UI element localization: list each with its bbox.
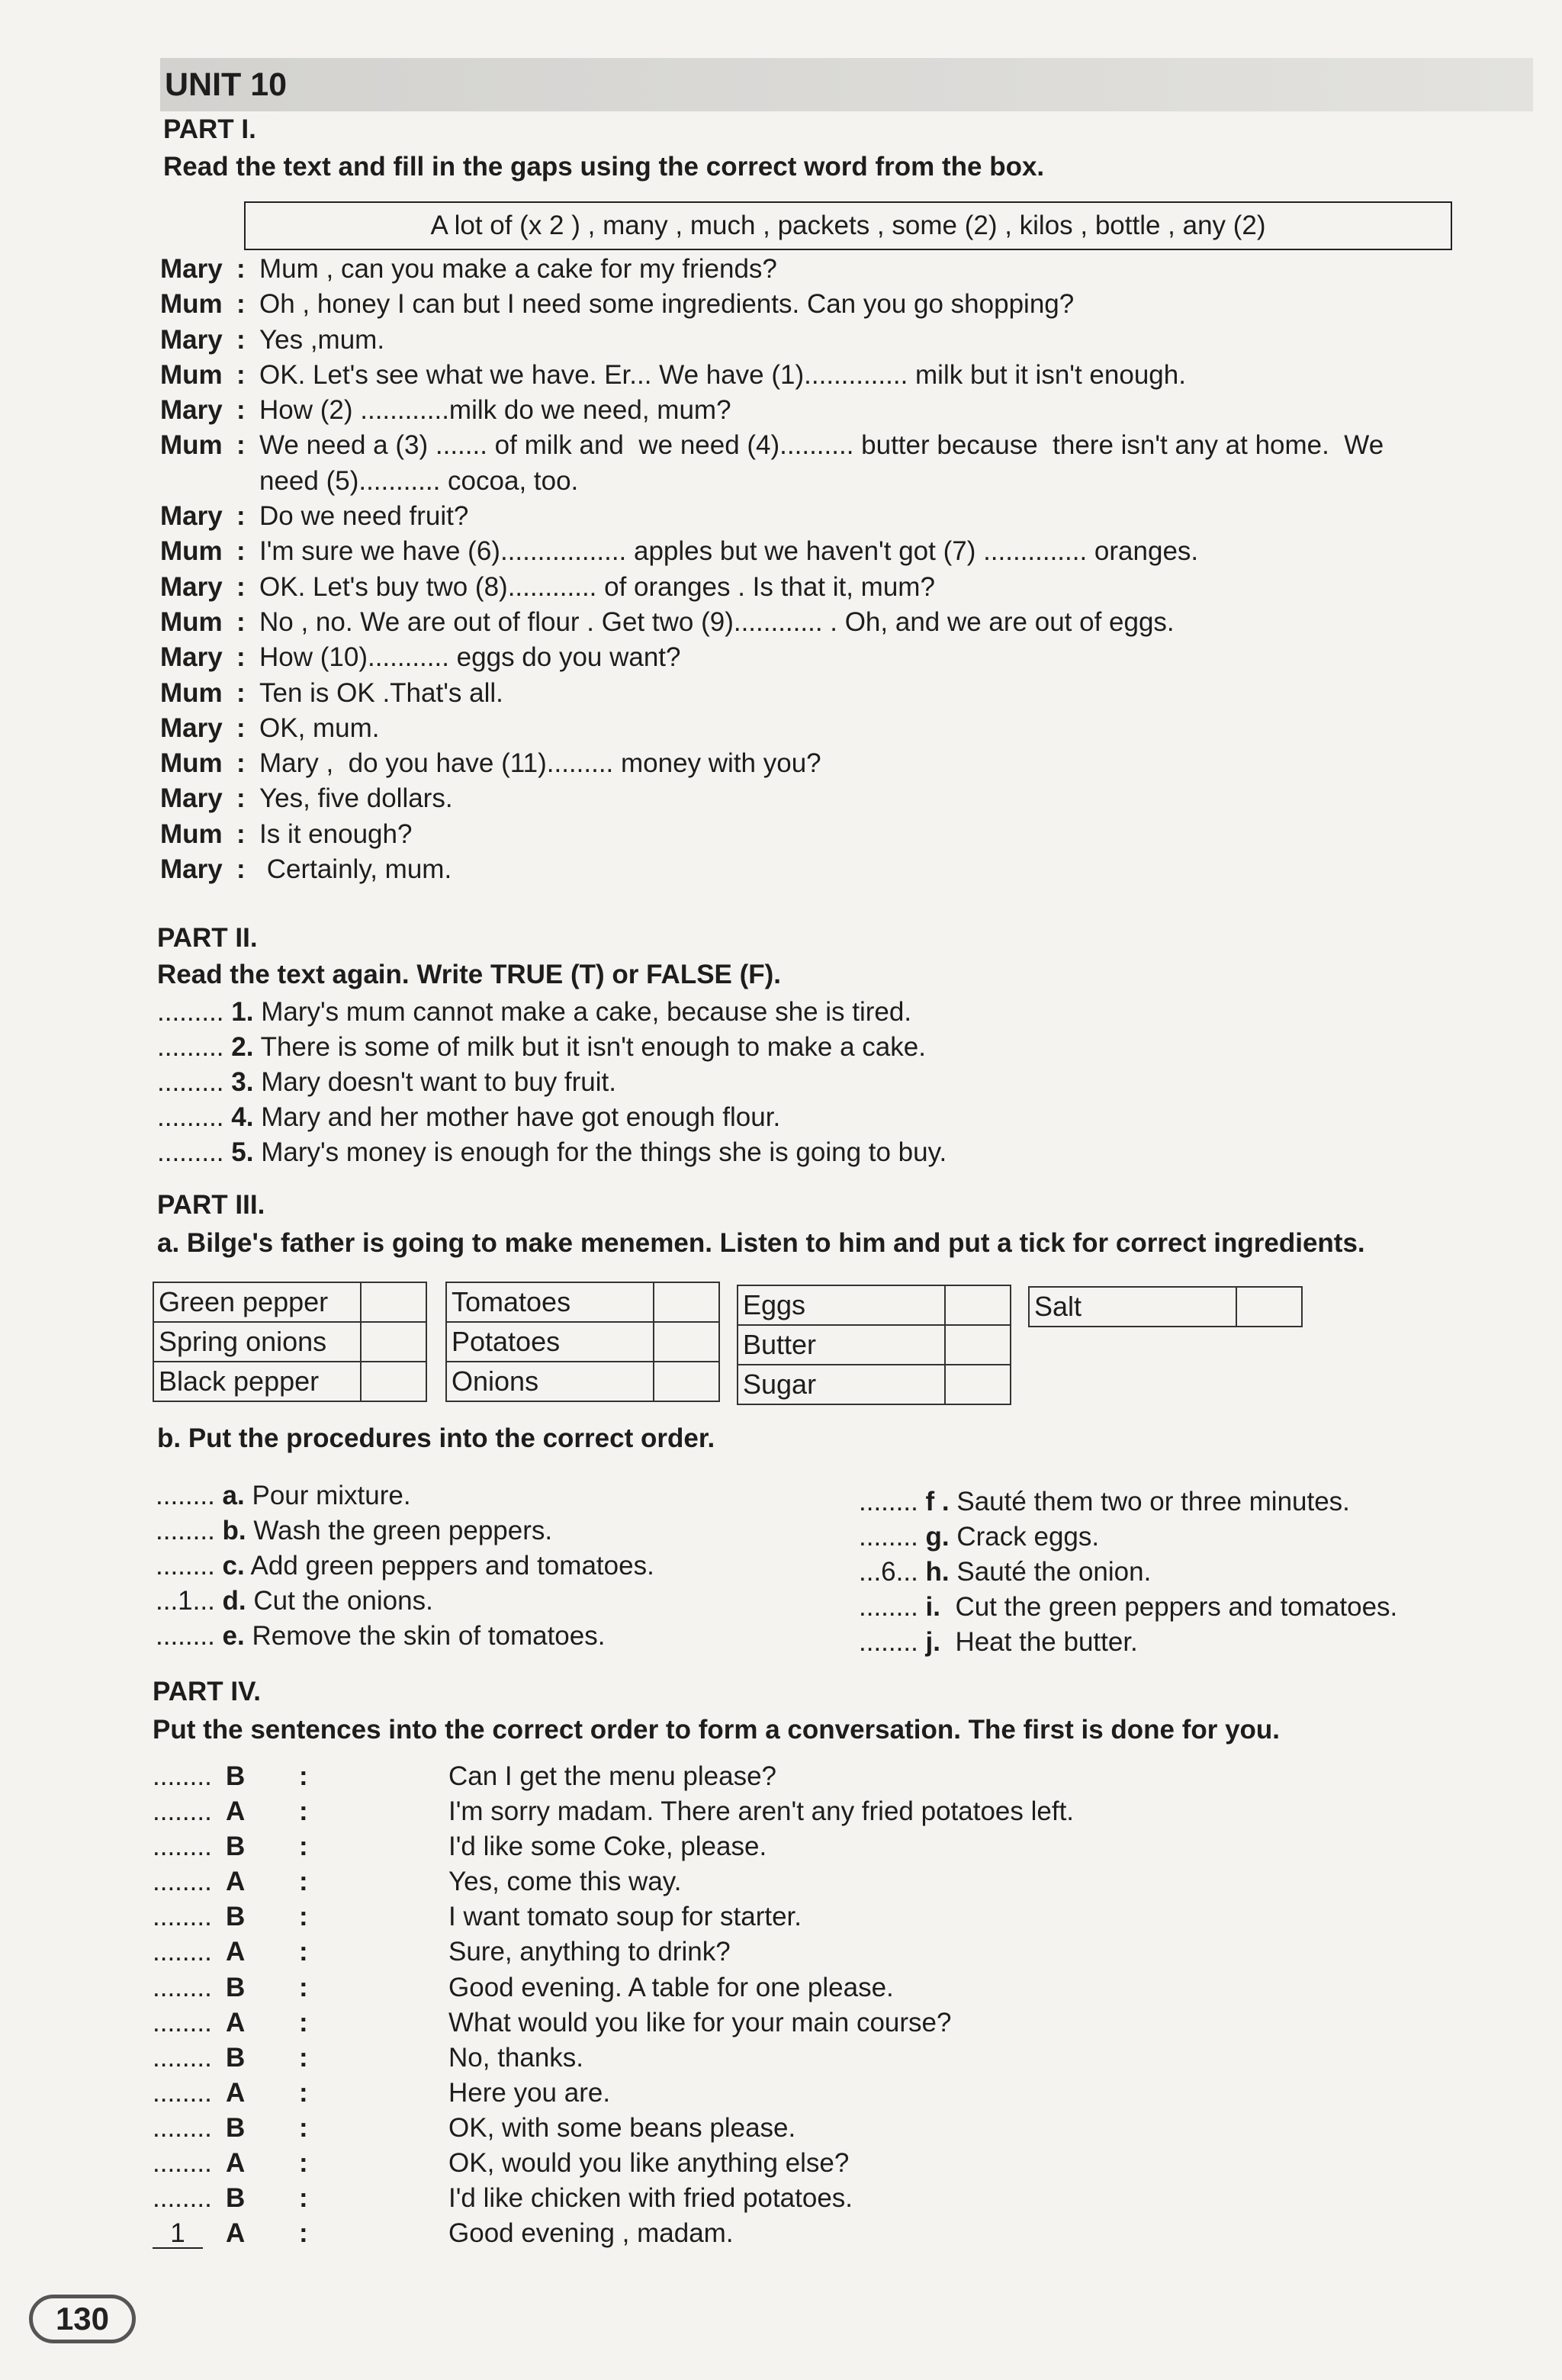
dialogue-line xyxy=(160,323,1533,358)
word-box: A lot of (x 2 ) , many , much , packets , some (2) , kilos , bottle , any (2) xyxy=(244,201,1452,250)
speaker-letter: B xyxy=(226,1761,246,1791)
dialogue-line xyxy=(160,499,1533,534)
item-number: 2. xyxy=(231,1032,254,1062)
tick-box[interactable] xyxy=(361,1282,426,1322)
speaker-colon: : xyxy=(236,324,246,355)
order-blank: ........ xyxy=(153,1761,212,1791)
dialogue-line xyxy=(160,781,1533,816)
ingredient-row xyxy=(446,1322,719,1362)
conversation-line xyxy=(153,2111,1074,2146)
dialogue-text: Oh , honey I can but I need some ingredients. Can you go shopping? xyxy=(259,289,1075,320)
ingredient-row xyxy=(1029,1287,1302,1327)
speaker-colon: : xyxy=(236,677,246,708)
conversation-line xyxy=(153,1829,1074,1864)
conversation-text: What would you like for your main course? xyxy=(448,2007,952,2037)
ingredient-row xyxy=(738,1325,1011,1365)
dialogue-text: Yes, five dollars. xyxy=(259,783,453,814)
conversation-line xyxy=(153,1935,1074,1970)
speaker-name: Mary xyxy=(160,324,223,355)
tf-item xyxy=(157,995,947,1030)
conversation-line xyxy=(153,2146,1074,2181)
ingredients-table-2 xyxy=(445,1282,720,1402)
conversation-line xyxy=(153,2041,1074,2076)
procedure-item xyxy=(156,1513,654,1549)
unit-header-bar xyxy=(160,58,1533,111)
speaker-name: Mum xyxy=(160,359,223,390)
order-blank: ........ xyxy=(153,1937,212,1967)
speaker-colon: : xyxy=(299,2183,308,2214)
part3-instruction-b: b. Put the procedures into the correct order. xyxy=(157,1423,715,1453)
dialogue-line xyxy=(160,287,1533,322)
tick-box[interactable] xyxy=(654,1322,719,1362)
ingredient-row xyxy=(153,1362,426,1401)
speaker-letter: B xyxy=(226,1832,246,1862)
speaker-letter: A xyxy=(226,1796,246,1827)
speaker-colon: : xyxy=(236,819,246,849)
tf-item xyxy=(157,1065,947,1100)
item-text: Mary's mum cannot make a cake, because she is tired. xyxy=(261,997,912,1027)
ingredient-row xyxy=(738,1365,1011,1404)
tick-box[interactable] xyxy=(654,1282,719,1322)
speaker-colon: : xyxy=(236,642,246,673)
ingredient-name: Sugar xyxy=(738,1365,945,1404)
speaker-colon: : xyxy=(299,1937,308,1967)
speaker-letter: A xyxy=(226,2148,246,2179)
procedure-text: Sauté them two or three minutes. xyxy=(956,1487,1350,1516)
tf-item xyxy=(157,1135,947,1170)
part2-heading: PART II. xyxy=(157,923,258,953)
dialogue-line xyxy=(160,640,1533,675)
dialogue-line xyxy=(160,393,1533,428)
conversation-text: No, thanks. xyxy=(448,2042,584,2073)
procedure-item xyxy=(156,1549,654,1584)
dialogue-text: How (10)........... eggs do you want? xyxy=(259,642,681,673)
speaker-name: Mum xyxy=(160,819,223,849)
procedure-letter: j. xyxy=(925,1627,940,1657)
dialogue-text: Ten is OK .That's all. xyxy=(259,677,503,708)
ingredient-name: Eggs xyxy=(738,1285,945,1325)
part3-instruction-a: a. Bilge's father is going to make menemen. Listen to him and put a tick for correct ingredients. xyxy=(157,1228,1365,1258)
speaker-colon: : xyxy=(236,571,246,602)
tick-box[interactable] xyxy=(1236,1287,1302,1327)
ingredient-name: Onions xyxy=(446,1362,654,1401)
order-blank: ........ xyxy=(859,1627,918,1657)
tf-item xyxy=(157,1100,947,1135)
speaker-name: Mum xyxy=(160,430,223,461)
order-blank: ........ xyxy=(153,2042,212,2073)
speaker-colon: : xyxy=(299,2077,308,2108)
conversation-text: I'd like chicken with fried potatoes. xyxy=(448,2183,853,2214)
procedure-letter: d. xyxy=(222,1586,246,1616)
speaker-colon: : xyxy=(236,854,246,885)
dialogue-line xyxy=(160,358,1533,393)
order-blank: ........ xyxy=(859,1522,918,1552)
ingredient-name: Green pepper xyxy=(153,1282,361,1322)
order-blank: ........ xyxy=(859,1487,918,1516)
dialogue-text: No , no. We are out of flour . Get two (9)............ . Oh, and we are out of eggs. xyxy=(259,606,1175,637)
speaker-name: Mum xyxy=(160,536,223,567)
speaker-letter: A xyxy=(226,1937,246,1967)
procedure-text: Sauté the onion. xyxy=(956,1557,1152,1587)
dialogue-text: OK, mum. xyxy=(259,712,380,743)
speaker-name: Mum xyxy=(160,289,223,320)
ingredient-row xyxy=(153,1322,426,1362)
order-blank: ........ xyxy=(156,1481,215,1510)
speaker-letter: B xyxy=(226,1972,246,2002)
procedure-text: Heat the butter. xyxy=(947,1627,1138,1657)
procedure-item xyxy=(156,1478,654,1513)
dialogue xyxy=(160,252,1533,887)
part4-instruction: Put the sentences into the correct order to form a conversation. The first is done for you. xyxy=(153,1715,1281,1745)
speaker-name: Mum xyxy=(160,606,223,637)
item-number: 5. xyxy=(231,1137,254,1167)
order-blank: ........ xyxy=(153,2148,212,2179)
item-text: There is some of milk but it isn't enough to make a cake. xyxy=(260,1032,926,1062)
order-blank: ........ xyxy=(153,2112,212,2143)
speaker-colon: : xyxy=(236,748,246,779)
dialogue-line xyxy=(160,676,1533,711)
conversation-text: Sure, anything to drink? xyxy=(448,1937,731,1967)
speaker-colon: : xyxy=(299,1761,308,1791)
speaker-letter: B xyxy=(226,2112,246,2143)
speaker-colon: : xyxy=(236,430,246,461)
speaker-colon: : xyxy=(236,606,246,637)
order-blank: ........ xyxy=(156,1516,215,1545)
order-blank xyxy=(153,2216,226,2251)
ingredient-name: Salt xyxy=(1029,1287,1236,1327)
speaker-letter: A xyxy=(226,2077,246,2108)
procedures-right xyxy=(859,1484,1397,1660)
dialogue-line xyxy=(160,534,1533,569)
procedure-letter: c. xyxy=(222,1551,245,1581)
dialogue-text: Mary , do you have (11)......... money with you? xyxy=(259,748,821,779)
speaker-letter: A xyxy=(226,2007,246,2037)
order-blank: ........ xyxy=(153,1796,212,1827)
procedure-letter: b. xyxy=(222,1516,246,1545)
order-blank: ........ xyxy=(156,1621,215,1651)
dialogue-line xyxy=(160,817,1533,852)
order-blank: ........ xyxy=(153,1972,212,2002)
speaker-name: Mary xyxy=(160,783,223,814)
conversation-line xyxy=(153,1794,1074,1829)
speaker-colon: : xyxy=(236,536,246,567)
conversation-list xyxy=(153,1759,1074,2251)
speaker-colon: : xyxy=(299,1867,308,1897)
procedure-letter: f . xyxy=(925,1487,950,1516)
ingredients-table-3 xyxy=(737,1285,1011,1405)
procedure-text: Wash the green peppers. xyxy=(253,1516,553,1545)
dialogue-text: Do we need fruit? xyxy=(259,501,469,532)
order-blank: ........ xyxy=(153,2007,212,2037)
page-number: 130 xyxy=(29,2295,136,2343)
conversation-text: Good evening , madam. xyxy=(448,2218,734,2249)
speaker-name: Mary xyxy=(160,254,223,284)
answer-blank: ......... xyxy=(157,1102,224,1132)
conversation-text: I'm sorry madam. There aren't any fried potatoes left. xyxy=(448,1796,1075,1827)
speaker-colon: : xyxy=(236,289,246,320)
part1-heading: PART I. xyxy=(163,114,256,144)
answer-blank: ......... xyxy=(157,1137,224,1167)
order-blank: ...1... xyxy=(156,1586,215,1616)
true-false-list xyxy=(157,995,947,1170)
speaker-letter: B xyxy=(226,2183,246,2214)
procedure-text: Pour mixture. xyxy=(252,1481,411,1510)
conversation-line xyxy=(153,1864,1074,1899)
order-blank: ...6... xyxy=(859,1557,918,1587)
conversation-text: OK, would you like anything else? xyxy=(448,2148,850,2179)
speaker-colon: : xyxy=(299,1832,308,1862)
dialogue-text: Mum , can you make a cake for my friends? xyxy=(259,254,777,284)
answer-blank: ......... xyxy=(157,1067,224,1097)
procedure-letter: g. xyxy=(925,1522,950,1552)
speaker-colon: : xyxy=(299,2218,308,2249)
ingredient-name: Spring onions xyxy=(153,1322,361,1362)
procedure-text: Cut the green peppers and tomatoes. xyxy=(947,1592,1398,1622)
procedure-item xyxy=(156,1619,654,1654)
dialogue-line xyxy=(160,605,1533,640)
item-number: 3. xyxy=(231,1067,254,1097)
conversation-text: Here you are. xyxy=(448,2077,611,2108)
part2-instruction: Read the text again. Write TRUE (T) or FALSE (F). xyxy=(157,960,782,989)
speaker-colon: : xyxy=(299,2112,308,2143)
speaker-colon: : xyxy=(236,254,246,284)
conversation-text: I want tomato soup for starter. xyxy=(448,1902,802,1932)
speaker-letter: A xyxy=(226,1867,246,1897)
dialogue-line xyxy=(160,252,1533,287)
dialogue-text: OK. Let's see what we have. Er... We have (1).............. milk but it isn't enough. xyxy=(259,359,1186,390)
part4-heading: PART IV. xyxy=(153,1677,261,1706)
speaker-name: Mary xyxy=(160,854,223,885)
speaker-colon: : xyxy=(236,359,246,390)
speaker-name: Mary xyxy=(160,571,223,602)
answer-blank: ......... xyxy=(157,997,224,1027)
ingredient-name: Butter xyxy=(738,1325,945,1365)
speaker-colon: : xyxy=(299,1796,308,1827)
speaker-letter: B xyxy=(226,2042,246,2073)
conversation-text: OK, with some beans please. xyxy=(448,2112,796,2143)
item-text: Mary's money is enough for the things she is going to buy. xyxy=(261,1137,947,1167)
dialogue-line xyxy=(160,464,1533,499)
dialogue-text: We need a (3) ....... of milk and we need (4).......... butter because there isn't any at home. We xyxy=(259,430,1384,461)
conversation-line xyxy=(153,1970,1074,2005)
dialogue-line xyxy=(160,428,1533,463)
procedure-text: Remove the skin of tomatoes. xyxy=(252,1621,606,1651)
answer-blank: ......... xyxy=(157,1032,224,1062)
speaker-colon: : xyxy=(299,1902,308,1932)
dialogue-line xyxy=(160,711,1533,746)
procedure-item xyxy=(859,1625,1397,1660)
order-blank: ........ xyxy=(153,2077,212,2108)
order-blank: ........ xyxy=(153,1867,212,1897)
ingredient-row xyxy=(446,1362,719,1401)
speaker-colon: : xyxy=(299,1972,308,2002)
dialogue-line xyxy=(160,852,1533,887)
dialogue-line xyxy=(160,746,1533,781)
conversation-text: Can I get the menu please? xyxy=(448,1761,777,1791)
dialogue-text: Certainly, mum. xyxy=(259,854,452,885)
procedure-item xyxy=(156,1584,654,1619)
procedure-text: Crack eggs. xyxy=(956,1522,1100,1552)
part3-heading: PART III. xyxy=(157,1190,265,1220)
speaker-colon: : xyxy=(236,712,246,743)
tick-box[interactable] xyxy=(361,1362,426,1401)
tf-item xyxy=(157,1030,947,1065)
part1-instruction: Read the text and fill in the gaps using the correct word from the box. xyxy=(163,152,1045,182)
tick-box[interactable] xyxy=(361,1322,426,1362)
unit-title: UNIT 10 xyxy=(165,66,288,103)
procedure-letter: i. xyxy=(925,1592,940,1622)
procedure-text: Cut the onions. xyxy=(253,1586,433,1616)
ingredients-table-4 xyxy=(1028,1286,1303,1327)
speaker-colon: : xyxy=(299,2007,308,2037)
speaker-name: Mary xyxy=(160,501,223,532)
ingredient-name: Potatoes xyxy=(446,1322,654,1362)
tick-box[interactable] xyxy=(945,1365,1011,1404)
speaker-colon: : xyxy=(299,2042,308,2073)
speaker-name: Mum xyxy=(160,677,223,708)
tick-box[interactable] xyxy=(945,1285,1011,1325)
item-number: 1. xyxy=(231,997,254,1027)
speaker-letter: B xyxy=(226,1902,246,1932)
procedures-left xyxy=(156,1478,654,1654)
dialogue-text: How (2) ............milk do we need, mum? xyxy=(259,395,731,426)
procedure-letter: a. xyxy=(222,1481,245,1510)
conversation-line xyxy=(153,2076,1074,2111)
order-blank: ........ xyxy=(153,1832,212,1862)
order-blank: ........ xyxy=(156,1551,215,1581)
order-blank: ........ xyxy=(859,1592,918,1622)
conversation-text: I'd like some Coke, please. xyxy=(448,1832,767,1862)
order-blank: ........ xyxy=(153,2183,212,2214)
speaker-colon: : xyxy=(236,501,246,532)
dialogue-text: Is it enough? xyxy=(259,819,413,849)
item-number: 4. xyxy=(231,1102,254,1132)
speaker-colon: : xyxy=(236,783,246,814)
ingredient-row xyxy=(446,1282,719,1322)
dialogue-text: Yes ,mum. xyxy=(259,324,385,355)
conversation-line xyxy=(153,2005,1074,2041)
conversation-line xyxy=(153,2181,1074,2216)
procedure-item xyxy=(859,1590,1397,1625)
example-answer: 1 xyxy=(153,2220,203,2249)
conversation-text: Good evening. A table for one please. xyxy=(448,1972,894,2002)
ingredient-row xyxy=(153,1282,426,1322)
conversation-line xyxy=(153,1759,1074,1794)
tick-box[interactable] xyxy=(945,1325,1011,1365)
ingredients-table-1 xyxy=(153,1282,427,1402)
tick-box[interactable] xyxy=(654,1362,719,1401)
speaker-colon: : xyxy=(299,2148,308,2179)
speaker-name: Mum xyxy=(160,748,223,779)
item-text: Mary and her mother have got enough flour. xyxy=(261,1102,781,1132)
conversation-line xyxy=(153,2216,1074,2251)
procedure-text: Add green peppers and tomatoes. xyxy=(250,1551,654,1581)
item-text: Mary doesn't want to buy fruit. xyxy=(261,1067,616,1097)
procedure-letter: e. xyxy=(222,1621,245,1651)
speaker-name: Mary xyxy=(160,642,223,673)
ingredient-row xyxy=(738,1285,1011,1325)
procedure-item xyxy=(859,1555,1397,1590)
procedure-letter: h. xyxy=(925,1557,950,1587)
dialogue-text: need (5)........... cocoa, too. xyxy=(259,465,579,496)
procedure-item xyxy=(859,1520,1397,1555)
speaker-colon: : xyxy=(236,395,246,426)
dialogue-text: OK. Let's buy two (8)............ of oranges . Is that it, mum? xyxy=(259,571,935,602)
procedure-item xyxy=(859,1484,1397,1520)
ingredient-name: Black pepper xyxy=(153,1362,361,1401)
dialogue-line xyxy=(160,570,1533,605)
speaker-name: Mary xyxy=(160,712,223,743)
speaker-letter: A xyxy=(226,2218,246,2249)
order-blank: ........ xyxy=(153,1902,212,1932)
dialogue-text: I'm sure we have (6)................. apples but we haven't got (7) .............. oranges. xyxy=(259,536,1199,567)
ingredient-name: Tomatoes xyxy=(446,1282,654,1322)
speaker-name: Mary xyxy=(160,395,223,426)
conversation-line xyxy=(153,1899,1074,1935)
conversation-text: Yes, come this way. xyxy=(448,1867,682,1897)
